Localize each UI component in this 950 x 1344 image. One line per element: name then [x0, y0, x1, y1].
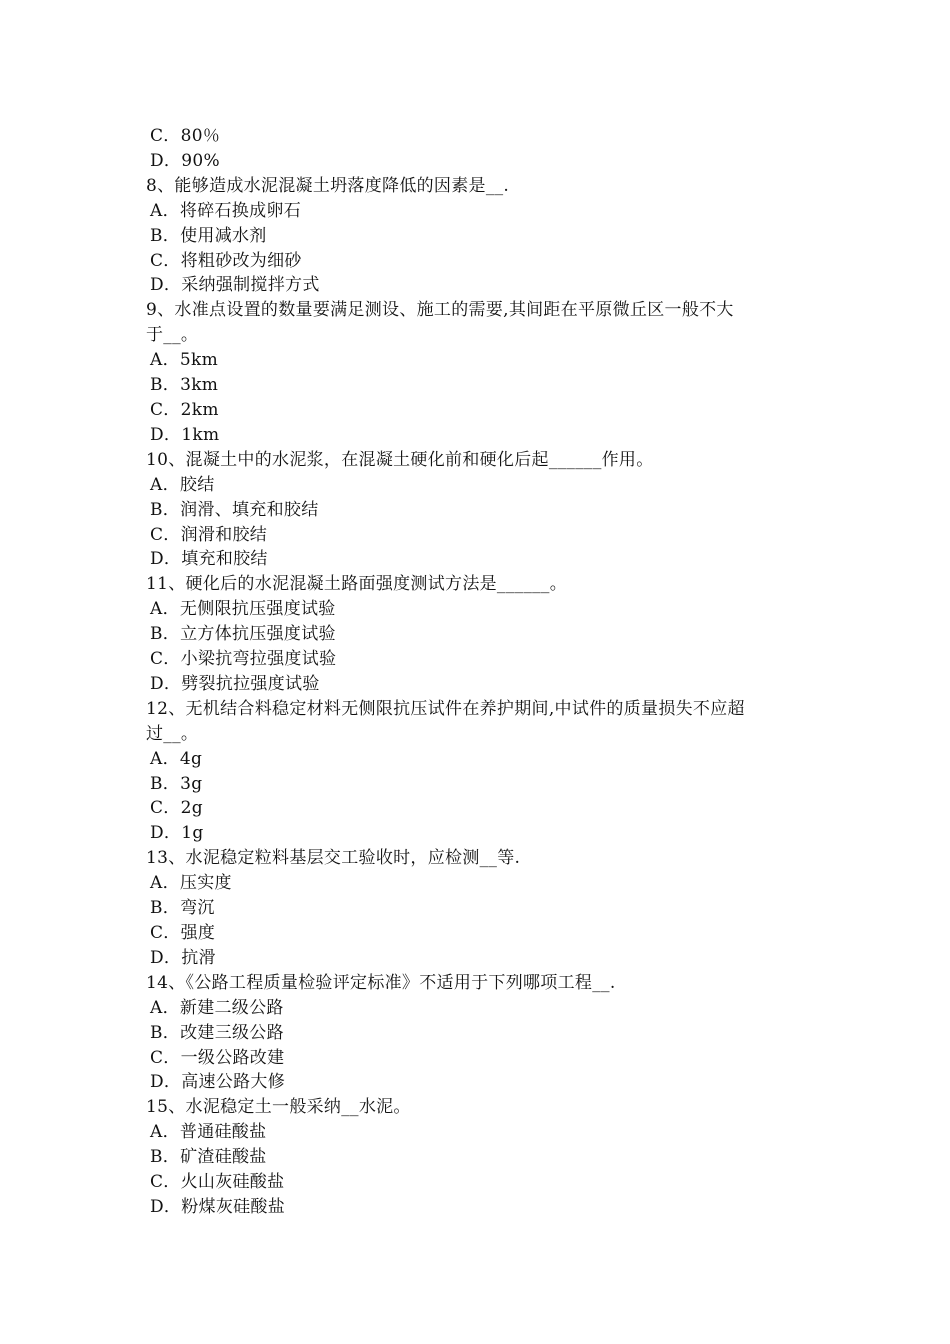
option-text: 高速公路大修 — [181, 1072, 286, 1093]
option-letter: C． — [150, 250, 181, 271]
option-item — [150, 622, 816, 647]
option-item — [150, 921, 816, 946]
option-letter: D． — [150, 823, 182, 844]
option-letter: D． — [150, 424, 182, 445]
option-text: 5km — [179, 350, 219, 371]
option-text: 3km — [180, 375, 219, 396]
option-letter: C． — [150, 1172, 181, 1193]
option-item — [150, 821, 816, 846]
option-text: 80％ — [180, 126, 221, 146]
option-letter: B． — [150, 1022, 181, 1043]
option-text: 改建三级公路 — [180, 1022, 284, 1043]
option-item — [150, 996, 816, 1021]
option-text: 矿渣硅酸盐 — [180, 1147, 267, 1168]
option-text: 2g — [180, 798, 203, 819]
option-letter: D． — [150, 150, 182, 171]
option-letter: A． — [150, 873, 180, 894]
option-item — [150, 946, 816, 971]
option-item — [150, 871, 816, 896]
option-text: 新建二级公路 — [179, 997, 284, 1018]
option-text: 火山灰硅酸盐 — [180, 1172, 285, 1193]
option-letter: A． — [150, 200, 180, 221]
option-text: 抗滑 — [181, 947, 216, 968]
option-letter: D． — [150, 947, 182, 968]
question-text: 15、水泥稳定土一般采纳__水泥。 — [146, 1097, 411, 1118]
question-list — [146, 124, 816, 1220]
option-item — [150, 1195, 816, 1220]
option-item — [150, 547, 816, 572]
option-item — [150, 796, 816, 821]
option-letter: D． — [150, 1196, 182, 1217]
option-letter: B． — [150, 375, 181, 396]
option-item — [150, 1120, 816, 1145]
option-text: 普通硅酸盐 — [179, 1122, 267, 1143]
option-text: 采纳强制搅拌方式 — [181, 275, 320, 296]
option-letter: A． — [150, 350, 180, 371]
option-letter: A． — [150, 474, 180, 495]
option-item — [150, 373, 816, 398]
option-text: 90% — [181, 150, 220, 171]
option-item — [150, 124, 816, 149]
option-text: 将碎石换成卵石 — [179, 200, 301, 221]
question-text: 13、水泥稳定粒料基层交工验收时，应检测__等. — [146, 848, 521, 869]
option-letter: C． — [150, 923, 181, 943]
option-text: 润滑和胶结 — [180, 524, 268, 545]
question-text: 11、硬化后的水泥混凝土路面强度测试方法是______。 — [146, 574, 568, 595]
option-text: 粉煤灰硅酸盐 — [181, 1196, 286, 1217]
option-item — [150, 597, 816, 622]
option-letter: B． — [150, 773, 181, 794]
option-text: 使用减水剂 — [180, 225, 267, 246]
question-text: 14、《公路工程质量检验评定标准》不适用于下列哪项工程__. — [146, 972, 616, 993]
option-text: 劈裂抗拉强度试验 — [181, 673, 320, 694]
option-text: 强度 — [180, 923, 216, 943]
option-letter: C． — [150, 126, 181, 146]
option-letter: D． — [150, 549, 182, 570]
option-text: 胶结 — [179, 474, 215, 495]
option-text: 1km — [181, 424, 220, 445]
option-text: 2km — [180, 399, 219, 420]
option-item — [150, 348, 816, 373]
option-text: 一级公路改建 — [180, 1047, 285, 1068]
option-letter: B． — [150, 624, 181, 645]
option-item — [150, 1145, 816, 1170]
option-text: 填充和胶结 — [181, 549, 268, 570]
option-item — [150, 896, 816, 921]
option-letter: A． — [150, 748, 180, 769]
option-item — [150, 398, 816, 423]
option-letter: B． — [150, 499, 181, 520]
question-text: 于__。 — [146, 325, 199, 346]
option-item — [150, 1021, 816, 1046]
option-item — [150, 747, 816, 772]
question-text: 过__。 — [146, 723, 199, 744]
option-letter: C． — [150, 1047, 181, 1068]
option-item — [150, 647, 816, 672]
option-text: 压实度 — [179, 873, 232, 894]
option-item — [150, 498, 816, 523]
option-item — [150, 199, 816, 224]
option-item — [150, 473, 816, 498]
question-text: 8、能够造成水泥混凝土坍落度降低的因素是__. — [146, 175, 510, 196]
question-text: 12、无机结合料稳定材料无侧限抗压试件在养护期间,中试件的质量损失不应超 — [146, 698, 745, 719]
option-item — [150, 149, 816, 174]
option-text: 3g — [180, 773, 203, 794]
option-letter: B． — [150, 225, 181, 246]
option-text: 无侧限抗压强度试验 — [179, 599, 336, 620]
option-item — [150, 1046, 816, 1071]
option-letter: C． — [150, 798, 181, 819]
option-letter: B． — [150, 1147, 181, 1168]
option-item — [150, 672, 816, 697]
option-text: 1g — [181, 823, 204, 844]
option-item — [150, 224, 816, 249]
option-item — [150, 523, 816, 548]
option-item — [150, 1070, 816, 1095]
option-item — [150, 423, 816, 448]
option-letter: A． — [150, 1122, 180, 1143]
option-letter: B． — [150, 898, 181, 919]
option-item — [150, 249, 816, 274]
option-letter: A． — [150, 599, 180, 620]
option-text: 将粗砂改为细砂 — [180, 250, 302, 271]
option-text: 弯沉 — [180, 898, 215, 919]
option-item — [150, 1170, 816, 1195]
option-letter: D． — [150, 673, 182, 694]
option-text: 立方体抗压强度试验 — [180, 624, 336, 645]
option-item — [150, 273, 816, 298]
option-item — [150, 772, 816, 797]
option-letter: C． — [150, 649, 181, 670]
option-text: 润滑、填充和胶结 — [180, 499, 319, 520]
option-letter: D． — [150, 1072, 182, 1093]
option-text: 4g — [179, 748, 203, 769]
option-letter: D． — [150, 275, 182, 296]
option-letter: C． — [150, 524, 181, 545]
option-text: 小梁抗弯拉强度试验 — [180, 649, 337, 670]
option-letter: A． — [150, 997, 180, 1018]
option-letter: C． — [150, 399, 181, 420]
question-text: 10、混凝土中的水泥浆，在混凝土硬化前和硬化后起______作用。 — [146, 449, 654, 470]
question-text: 9、水准点设置的数量要满足测设、施工的需要,其间距在平原微丘区一般不大 — [146, 300, 734, 321]
